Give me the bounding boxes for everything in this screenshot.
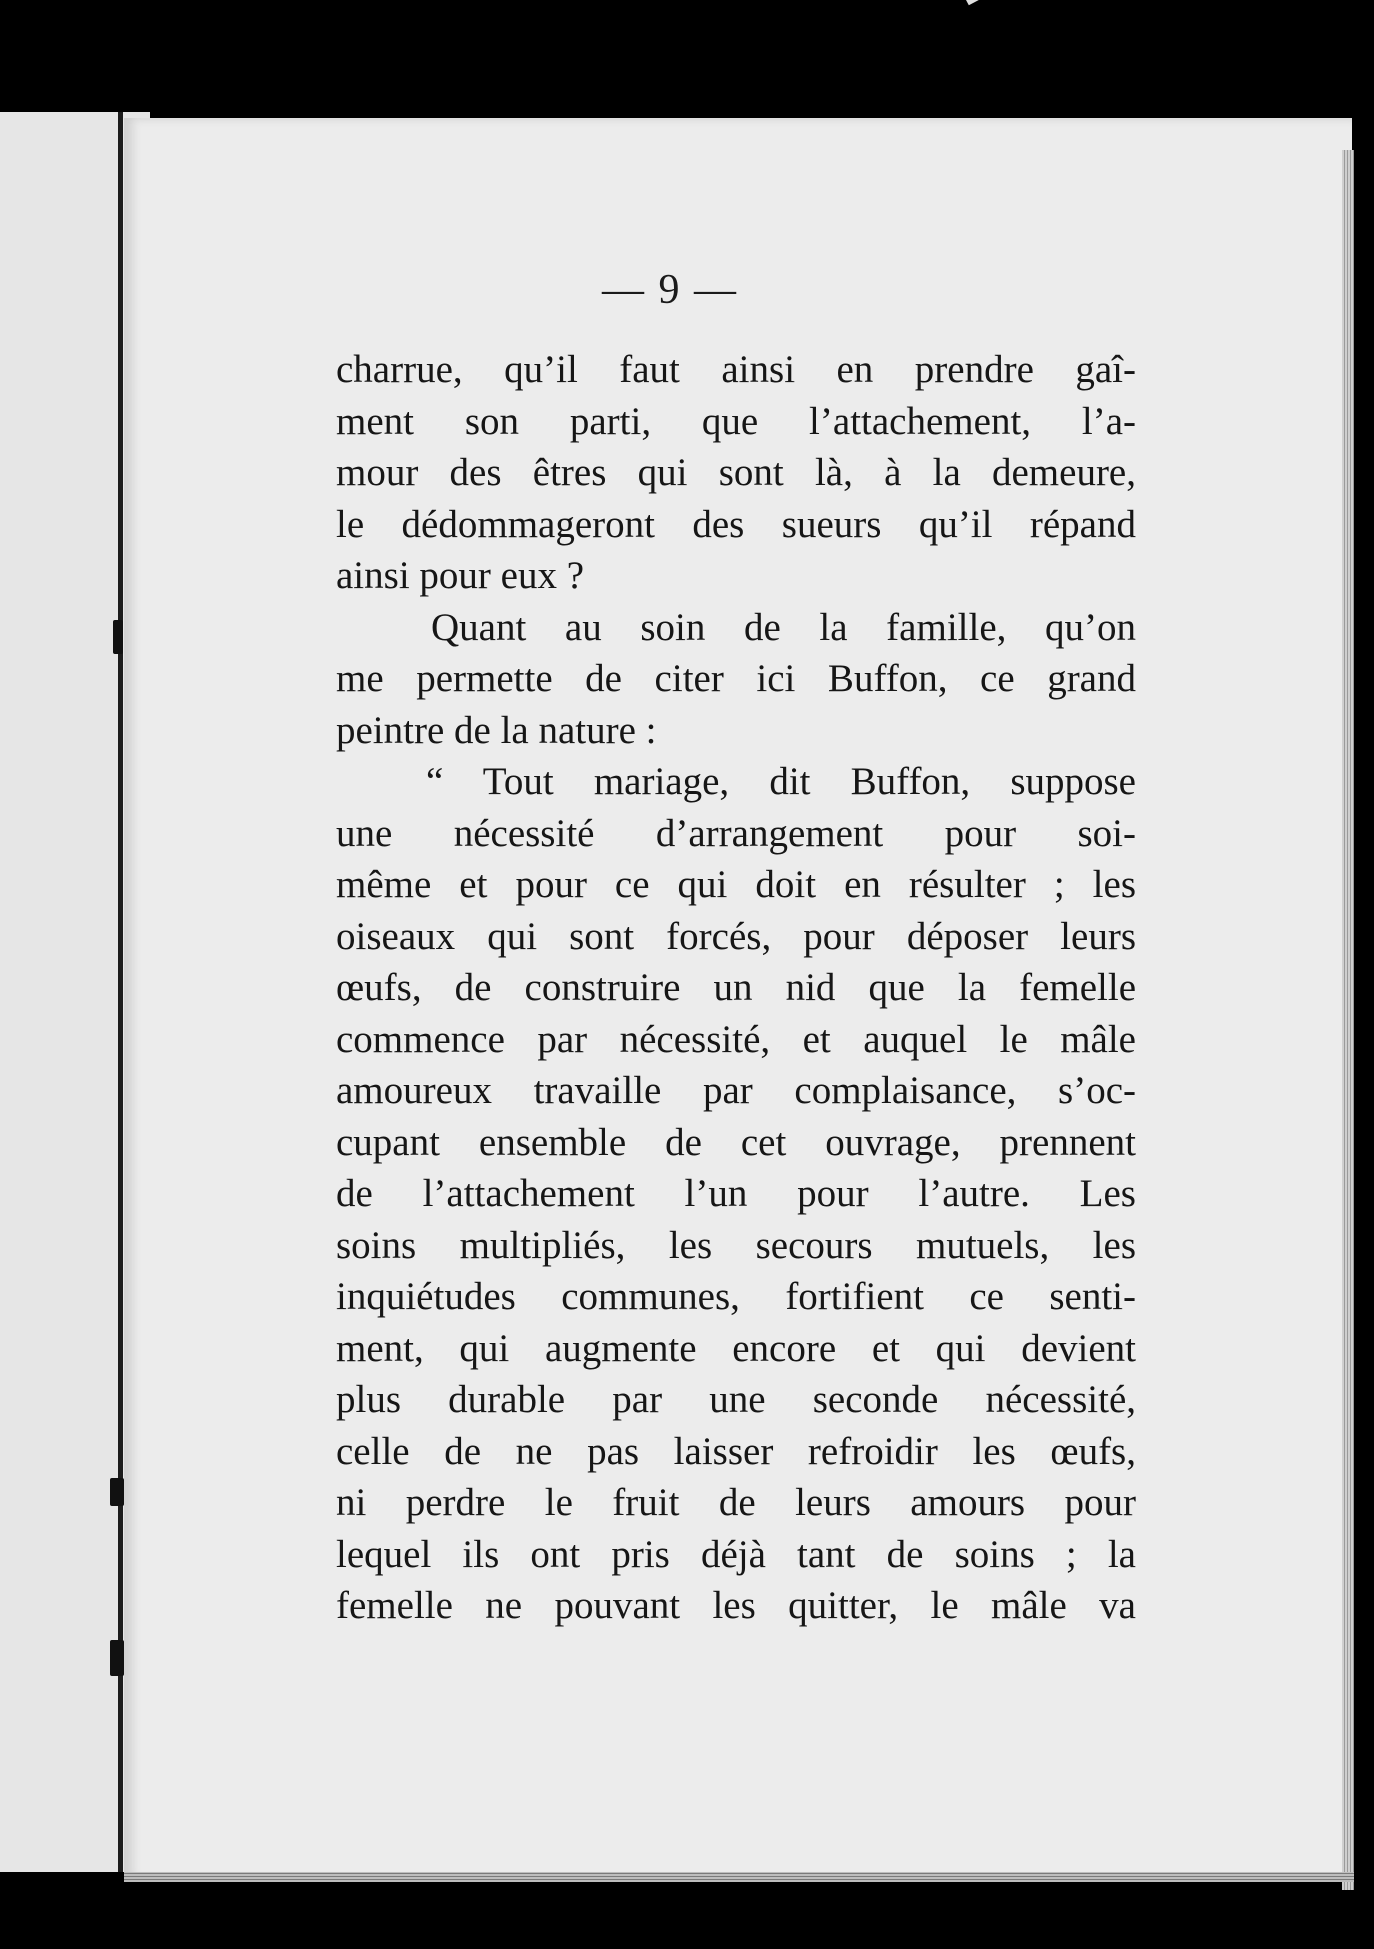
text-line: femelle ne pouvant les quitter, le mâle va xyxy=(336,1584,1136,1627)
text-line: ainsi pour eux ? xyxy=(336,554,585,597)
gutter-mark xyxy=(110,1640,124,1676)
text-line: “ Tout mariage, dit Buffon, suppose xyxy=(426,760,1136,803)
book-gutter xyxy=(118,112,123,1872)
page-number: — 9 — xyxy=(602,267,738,313)
text-line: charrue, qu’il faut ainsi en prendre gaî- xyxy=(336,348,1136,391)
text-line: cupant ensemble de cet ouvrage, prennent xyxy=(336,1120,1136,1164)
text-line: le dédommageront des sueurs qu’il répand xyxy=(336,502,1136,546)
text-line: de l’attachement l’un pour l’autre. Les xyxy=(336,1172,1136,1215)
text-line: même et pour ce qui doit en résulter ; les xyxy=(336,863,1136,906)
text-line: ment son parti, que l’attachement, l’a- xyxy=(336,399,1136,443)
text-line: oiseaux qui sont forcés, pour déposer leurs xyxy=(336,914,1136,958)
body-text xyxy=(336,344,1136,1632)
page-edge-bottom xyxy=(124,1872,1354,1882)
text-line: mour des êtres qui sont là, à la demeure, xyxy=(336,451,1136,494)
text-line: commence par nécessité, et auquel le mâle xyxy=(336,1017,1136,1061)
gutter-mark xyxy=(113,620,123,654)
text-line: lequel ils ont pris déjà tant de soins ; la xyxy=(336,1532,1136,1576)
page-edge-right xyxy=(1342,150,1354,1890)
text-line: peintre de la nature : xyxy=(336,708,657,752)
text-line: soins multipliés, les secours mutuels, les xyxy=(336,1223,1136,1267)
gutter-mark xyxy=(110,1478,124,1506)
text-line: plus durable par une seconde nécessité, xyxy=(336,1378,1136,1421)
text-line: amoureux travaille par complaisance, s’oc- xyxy=(336,1069,1136,1112)
text-line: me permette de citer ici Buffon, ce grand xyxy=(336,657,1136,700)
text-line: celle de ne pas laisser refroidir les œufs, xyxy=(336,1429,1136,1473)
text-line: ment, qui augmente encore et qui devient xyxy=(336,1326,1136,1370)
scan-artifact xyxy=(966,0,1022,5)
text-line: œufs, de construire un nid que la femelle xyxy=(336,966,1136,1009)
text-line: une nécessité d’arrangement pour soi- xyxy=(336,811,1136,855)
text-line: Quant au soin de la famille, qu’on xyxy=(431,605,1136,649)
text-line: ni perdre le fruit de leurs amours pour xyxy=(336,1481,1136,1524)
text-line: inquiétudes communes, fortifient ce senti- xyxy=(336,1275,1136,1318)
